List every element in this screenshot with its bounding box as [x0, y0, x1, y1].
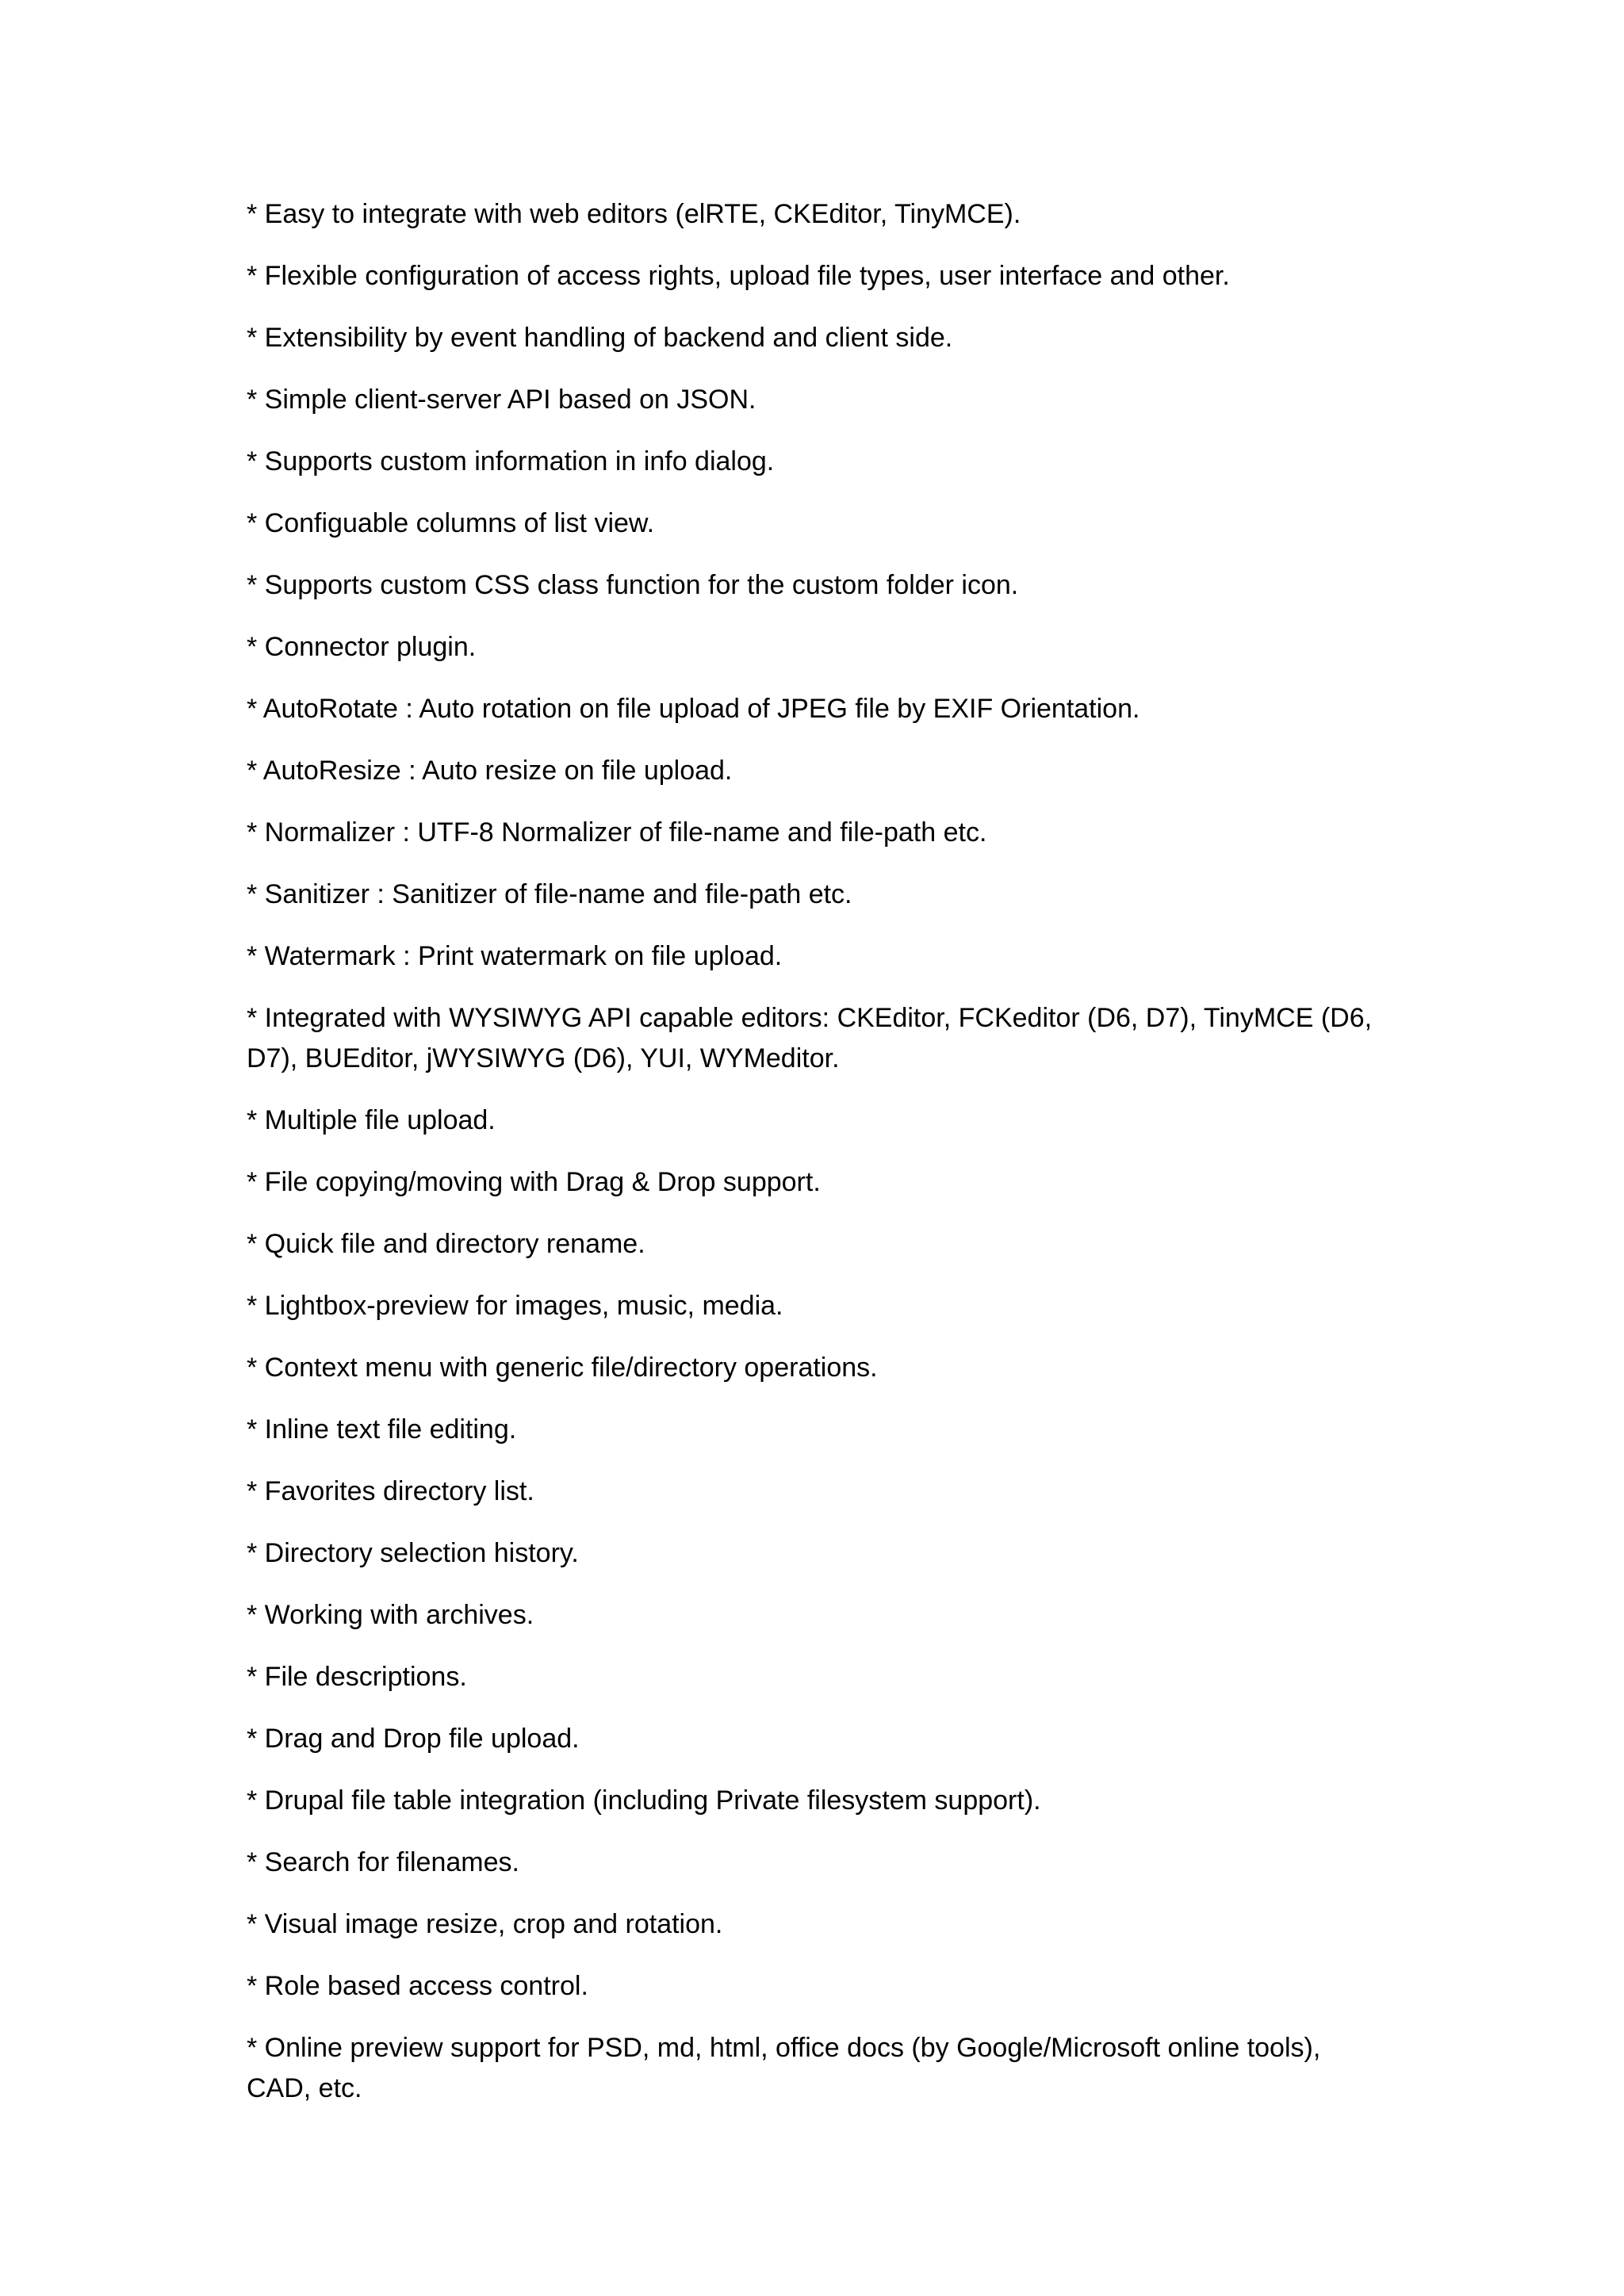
feature-item: * Lightbox-preview for images, music, media. — [247, 1291, 783, 1321]
feature-item: * Connector plugin. — [247, 632, 477, 662]
feature-item: * Watermark : Print watermark on file upload. — [247, 941, 783, 971]
feature-item: * Normalizer : UTF-8 Normalizer of file-name and file-path etc. — [247, 817, 987, 848]
feature-item: * Flexible configuration of access rights, upload file types, user interface and other. — [247, 261, 1230, 291]
feature-item: * Search for filenames. — [247, 1847, 519, 1877]
feature-item: * Simple client-server API based on JSON. — [247, 385, 756, 415]
feature-list — [247, 194, 1388, 2130]
feature-item: * Drag and Drop file upload. — [247, 1724, 580, 1754]
feature-item: * Sanitizer : Sanitizer of file-name and file-path etc. — [247, 879, 852, 909]
feature-item: * Context menu with generic file/directory operations. — [247, 1353, 878, 1383]
feature-item: * Favorites directory list. — [247, 1476, 534, 1506]
feature-item: * Easy to integrate with web editors (elRTE, CKEditor, TinyMCE). — [247, 199, 1021, 229]
feature-item: * Integrated with WYSIWYG API capable editors: CKEditor, FCKeditor (D6, D7), TinyMCE (D6, D7), BUEditor, jWYSIWYG (D6), YUI, WYMeditor. — [247, 1003, 1373, 1073]
feature-item: * AutoResize : Auto resize on file upload. — [247, 756, 733, 786]
feature-item: * Supports custom CSS class function for the custom folder icon. — [247, 570, 1019, 600]
feature-item: * File descriptions. — [247, 1662, 467, 1692]
feature-item: * Supports custom information in info dialog. — [247, 446, 775, 476]
feature-item: * AutoRotate : Auto rotation on file upload of JPEG file by EXIF Orientation. — [247, 694, 1140, 724]
feature-item: * Multiple file upload. — [247, 1105, 496, 1135]
feature-item: * Visual image resize, crop and rotation. — [247, 1909, 723, 1939]
feature-item: * Online preview support for PSD, md, html, office docs (by Google/Microsoft online tools), CAD, etc. — [247, 2033, 1321, 2103]
feature-item: * Directory selection history. — [247, 1538, 579, 1568]
feature-item: * Quick file and directory rename. — [247, 1229, 645, 1259]
feature-item: * Role based access control. — [247, 1971, 588, 2001]
feature-item: * Extensibility by event handling of backend and client side. — [247, 323, 953, 353]
feature-item: * Configuable columns of list view. — [247, 508, 655, 538]
feature-item: * Inline text file editing. — [247, 1414, 517, 1445]
feature-item: * Drupal file table integration (including Private filesystem support). — [247, 1785, 1041, 1816]
feature-item: * File copying/moving with Drag & Drop support. — [247, 1167, 821, 1197]
feature-item: * Working with archives. — [247, 1600, 534, 1630]
